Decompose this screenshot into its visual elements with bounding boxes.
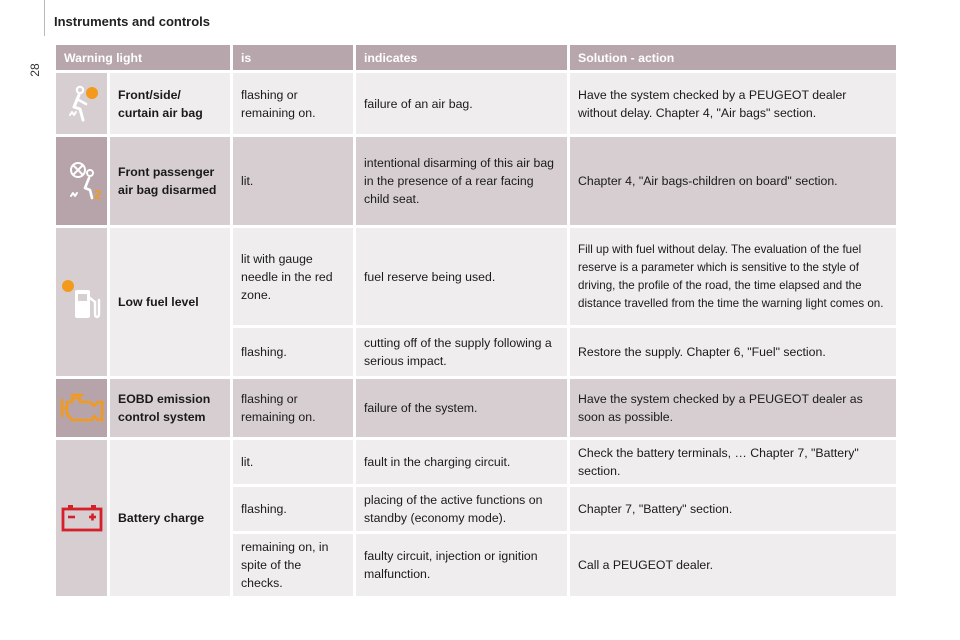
table-row [56,440,896,484]
solution-cell: Have the system checked by a PEUGEOT dealer without delay. Chapter 4, "Air bags" section. [570,73,896,134]
airbag-icon [59,82,105,126]
solution-cell: Chapter 4, "Air bags-children on board" section. [570,137,896,225]
indication-cell: placing of the active functions on standby (economy mode). [356,487,567,531]
battery-icon [59,502,105,534]
state-cell: lit with gauge needle in the red zone. [233,228,353,325]
state-cell: lit. [233,440,353,484]
solution-cell: Chapter 7, "Battery" section. [570,487,896,531]
solution-cell: Check the battery terminals, … Chapter 7, "Battery" section. [570,440,896,484]
col-header-indicates: indicates [356,45,567,70]
warning-name: Front passenger air bag disarmed [110,137,230,225]
solution-cell: Call a PEUGEOT dealer. [570,534,896,596]
state-cell: flashing or remaining on. [233,379,353,437]
solution-cell: Fill up with fuel without delay. The evaluation of the fuel reserve is a parameter which is sensitive to the style of driving, the profile of the road, the time elapsed and the distance travelled from the time the warning light comes on. [570,228,896,325]
table-row [56,73,896,134]
engine-icon [58,390,106,426]
margin-rule [44,0,45,36]
table-row [56,379,896,437]
page-number: 28 [28,63,42,77]
warning-icon-cell [56,73,107,134]
svg-text:2: 2 [93,187,101,202]
state-cell: remaining on, in spite of the checks. [233,534,353,596]
indication-cell: failure of an air bag. [356,73,567,134]
table-row [56,137,896,225]
indication-cell: fuel reserve being used. [356,228,567,325]
col-header-is: is [233,45,353,70]
table-header-row [56,45,896,70]
indication-cell: faulty circuit, injection or ignition malfunction. [356,534,567,596]
indication-cell: failure of the system. [356,379,567,437]
warning-name: Battery charge [110,440,230,596]
warning-name: EOBD emission control system [110,379,230,437]
warning-lights-table [53,42,899,599]
warning-icon-cell [56,379,107,437]
indication-cell: cutting off of the supply following a serious impact. [356,328,567,376]
warning-icon-cell [56,440,107,596]
passenger-airbag-off-icon [59,156,105,206]
state-cell: lit. [233,137,353,225]
col-header-warning-light: Warning light [56,45,230,70]
state-cell: flashing or remaining on. [233,73,353,134]
col-header-solution: Solution - action [570,45,896,70]
solution-cell: Have the system checked by a PEUGEOT dealer as soon as possible. [570,379,896,437]
fuel-pump-icon [59,278,105,326]
page-header: Instruments and controls [54,14,211,29]
warning-icon-cell [56,228,107,376]
solution-cell: Restore the supply. Chapter 6, "Fuel" section. [570,328,896,376]
warning-name: Front/side/ curtain air bag [110,73,230,134]
indication-cell: intentional disarming of this air bag in the presence of a rear facing child seat. [356,137,567,225]
indication-cell: fault in the charging circuit. [356,440,567,484]
table-row [56,228,896,325]
warning-name: Low fuel level [110,228,230,376]
warning-icon-cell [56,137,107,225]
state-cell: flashing. [233,487,353,531]
state-cell: flashing. [233,328,353,376]
